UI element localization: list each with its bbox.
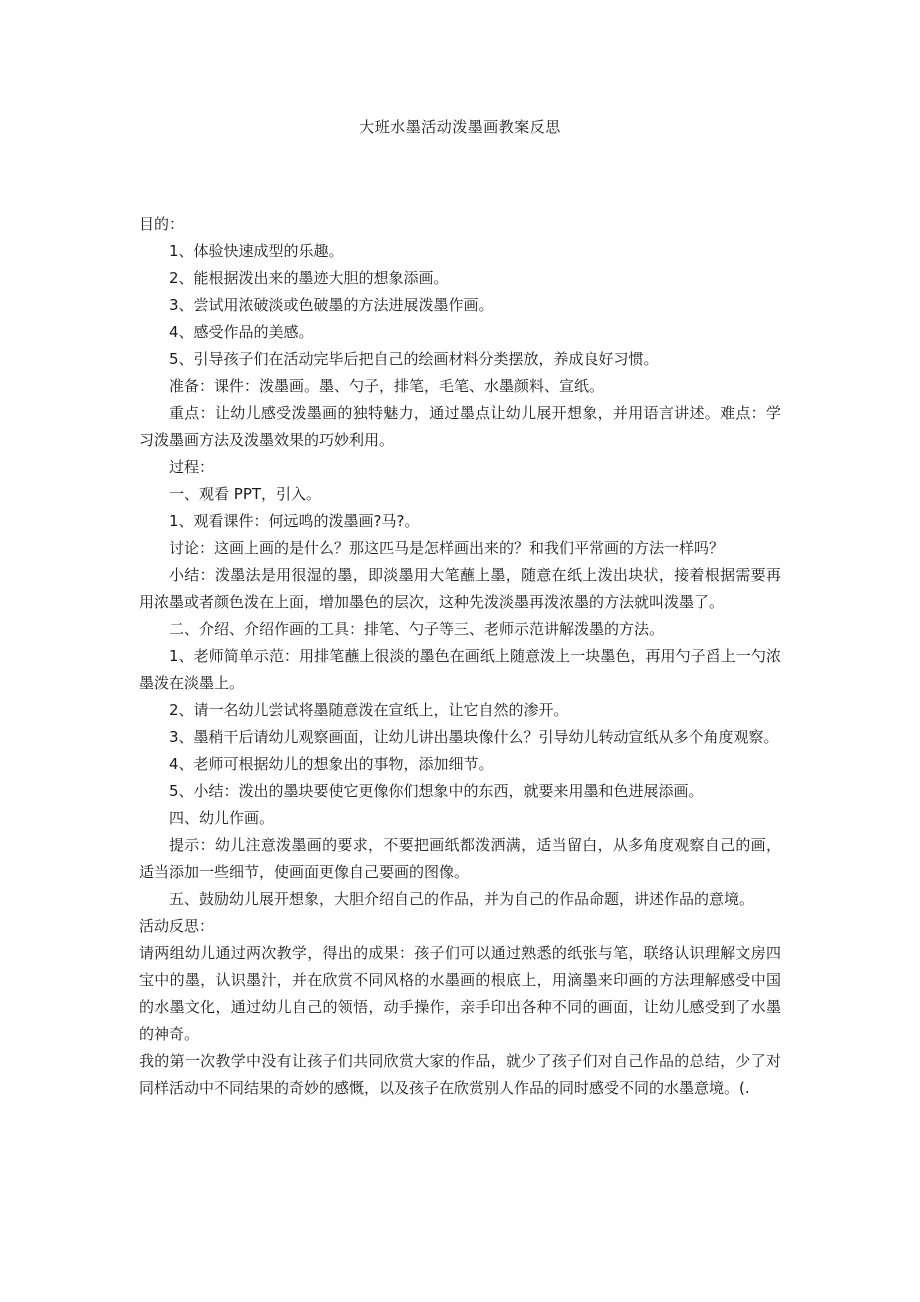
paragraph: 重点：让幼儿感受泼墨画的独特魅力，通过墨点让幼儿展开想象，并用语言讲述。难点：学习泼墨画方法及泼墨效果的巧妙利用。: [139, 404, 781, 449]
paragraph: 1、体验快速成型的乐趣。: [169, 242, 344, 260]
paragraph: 1、老师简单示范：用排笔蘸上很淡的墨色在画纸上随意泼上一块墨色，再用勺子舀上一勺浓墨泼在淡墨上。: [139, 647, 781, 692]
paragraph: 5、引导孩子们在活动完毕后把自己的绘画材料分类摆放，养成良好习惯。: [169, 350, 659, 368]
paragraph: 二、介绍、介绍作画的工具：排笔、勺子等三、老师示范讲解泼墨的方法。: [169, 620, 665, 638]
paragraph: 目的：: [139, 215, 185, 233]
paragraph: 我的第一次教学中没有让孩子们共同欣赏大家的作品，就少了孩子们对自己作品的总结，少了对同样活动中不同结果的奇妙的感慨，以及孩子在欣赏别人作品的同时感受不同的水墨意境。(.: [139, 1052, 781, 1097]
paragraph: 4、感受作品的美感。: [169, 323, 314, 341]
paragraph: 小结：泼墨法是用很湿的墨，即淡墨用大笔蘸上墨，随意在纸上泼出块状，接着根据需要再用浓墨或者颜色泼在上面，增加墨色的层次，这种先泼淡墨再泼浓墨的方法就叫泼墨了。: [139, 566, 781, 611]
paragraph: 过程：: [169, 458, 215, 476]
paragraph: 一、观看 PPT，引入。: [169, 485, 322, 503]
paragraph: 提示：幼儿注意泼墨画的要求，不要把画纸都泼洒满，适当留白，从多角度观察自己的画，适当添加一些细节，使画面更像自己要画的图像。: [139, 836, 781, 881]
paragraph: 准备：课件：泼墨画。墨、勺子，排笔，毛笔、水墨颜料、宣纸。: [169, 377, 605, 395]
paragraph: 3、墨稍干后请幼儿观察画面，让幼儿讲出墨块像什么？引导幼儿转动宣纸从多个角度观察。: [169, 728, 779, 746]
paragraph: 1、观看课件：何远鸣的泼墨画?马?。: [169, 512, 420, 530]
document-title: 大班水墨活动泼墨画教案反思: [359, 118, 561, 136]
paragraph: 2、能根据泼出来的墨迹大胆的想象添画。: [169, 269, 449, 287]
document-body: [139, 211, 781, 1102]
paragraph: 请两组幼儿通过两次教学，得出的成果：孩子们可以通过熟悉的纸张与笔，联络认识理解文房四宝中的墨，认识墨汁，并在欣赏不同风格的水墨画的根底上，用滴墨来印画的方法理解感受中国的水墨文化，通过幼儿自己的领悟，动手操作，亲手印出各种不同的画面，让幼儿感受到了水墨的神奇。: [139, 944, 781, 1043]
paragraph: 4、老师可根据幼儿的想象出的事物，添加细节。: [169, 755, 494, 773]
paragraph: 五、鼓励幼儿展开想象，大胆介绍自己的作品，并为自己的作品命题，讲述作品的意境。: [169, 890, 755, 908]
paragraph: 2、请一名幼儿尝试将墨随意泼在宣纸上，让它自然的渗开。: [169, 701, 569, 719]
paragraph: 活动反思：: [139, 917, 215, 935]
paragraph: 3、尝试用浓破淡或色破墨的方法进展泼墨作画。: [169, 296, 494, 314]
paragraph: 5、小结：泼出的墨块要使它更像你们想象中的东西，就要来用墨和色进展添画。: [169, 782, 704, 800]
paragraph: 讨论：这画上画的是什么？那这匹马是怎样画出来的？和我们平常画的方法一样吗？: [169, 539, 725, 557]
paragraph: 四、幼儿作画。: [169, 809, 275, 827]
